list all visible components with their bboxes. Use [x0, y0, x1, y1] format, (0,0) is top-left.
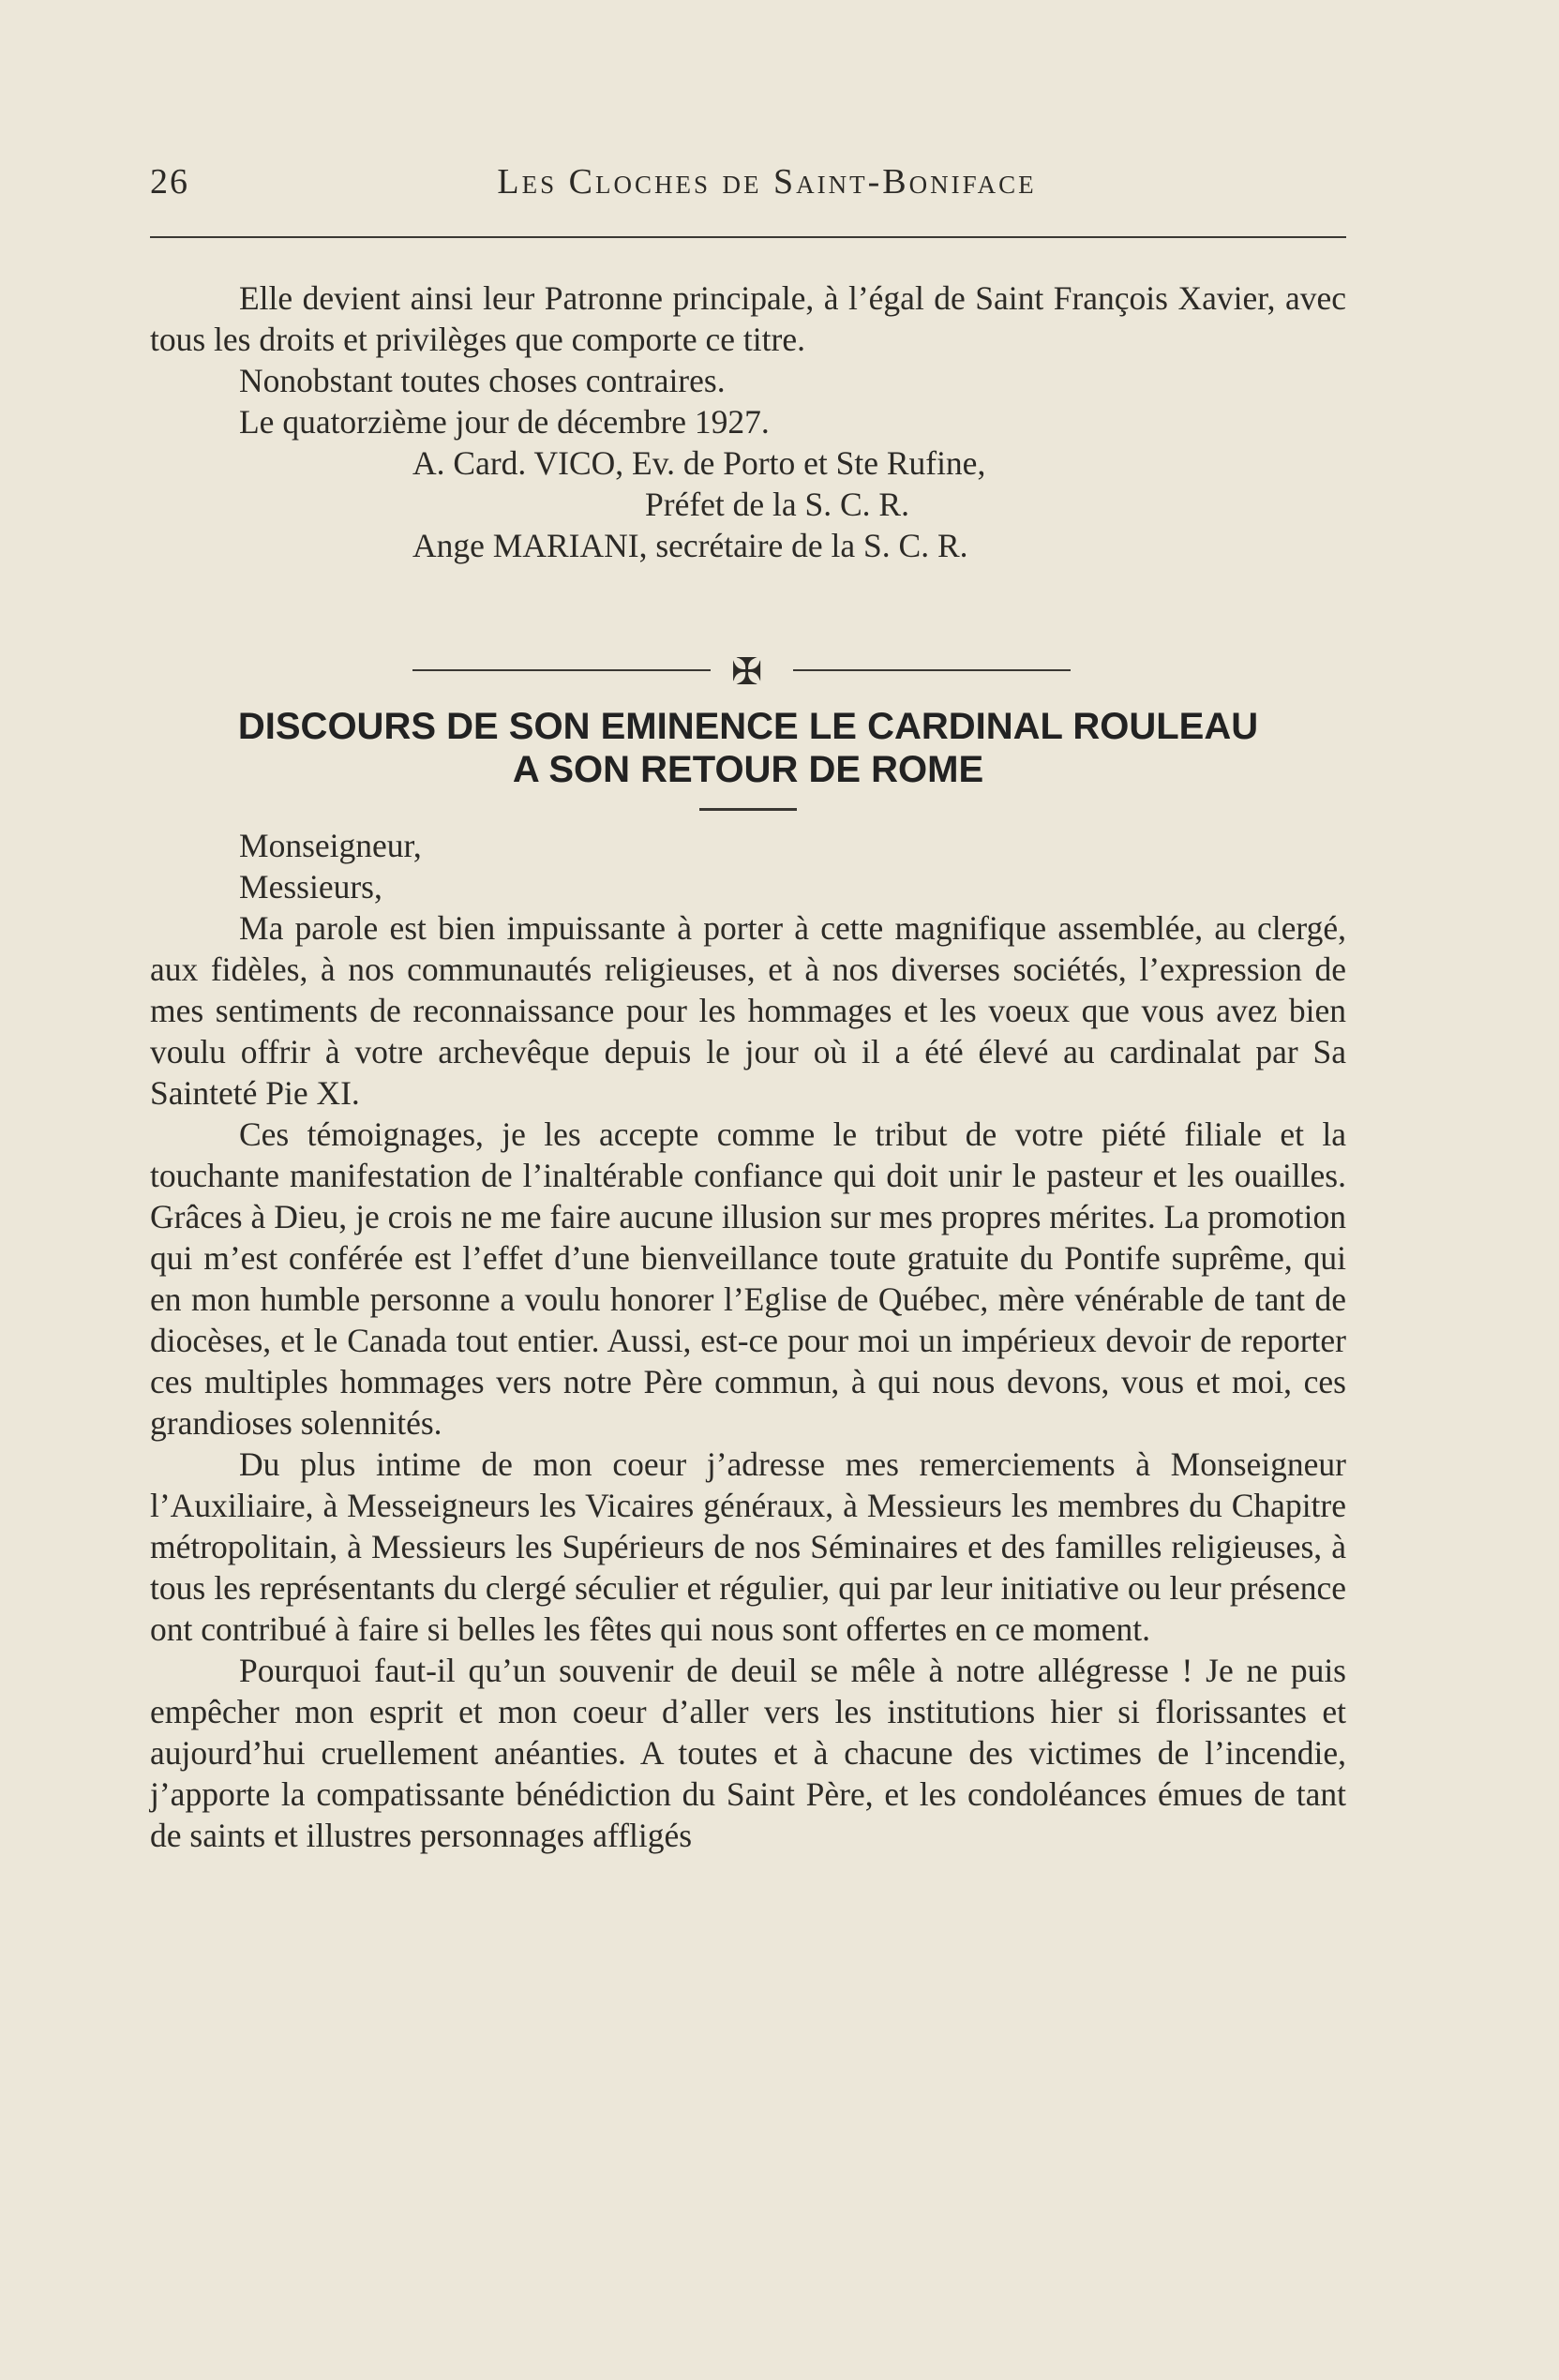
- signature-vico: A. Card. VICO, Ev. de Porto et Ste Rufine,: [412, 444, 986, 482]
- article-headline: [141, 705, 1356, 791]
- decree-paragraph: Elle devient ainsi leur Patronne principale, à l’égal de Saint François Xavier, avec tous les droits et privilèges que comporte ce titre.: [150, 279, 1346, 358]
- speech-body: [150, 825, 1346, 1856]
- salutation-monseigneur: Monseigneur,: [239, 827, 422, 864]
- headline-line-1: DISCOURS DE SON EMINENCE LE CARDINAL ROULEAU: [237, 706, 1259, 747]
- page-number: 26: [150, 162, 189, 202]
- header-rule: [150, 236, 1346, 238]
- speech-paragraph: Ces témoignages, je les accepte comme le tribut de votre piété filiale et la touchante manifestation de l’inaltérable confiance qui doit unir le pasteur et les ouailles. Grâces à Dieu, je crois ne me faire aucune illusion sur mes propres mérites. La promotion qui m’est conférée est l’effet d’une bienveillance toute gratuite du Pontife suprême, qui en mon humble personne a voulu honorer l’Eglise de Québec, mère vénérable de tant de diocèses, et le Canada tout entier. Aussi, est-ce pour moi un impérieux devoir de reporter ces multiples hommages vers notre Père commun, à qui nous devons, vous et moi, ces grandioses solennités.: [150, 1115, 1346, 1442]
- speech-paragraph: Ma parole est bien impuissante à porter à cette magnifique assemblée, au clergé, aux fidèles, à nos communautés religieuses, et à nos diverses sociétés, l’expression de mes sentiments de reconnaissance pour les hommages et les voeux que vous avez bien voulu offrir à votre archevêque depuis le jour où il a été élevé au cardinalat par Sa Sainteté Pie XI.: [150, 909, 1346, 1112]
- speech-paragraph: Pourquoi faut-il qu’un souvenir de deuil se mêle à notre allégresse ! Je ne puis empêcher mon esprit et mon coeur d’aller vers les institutions hier si florissantes et aujourd’hui cruellement anéanties. A toutes et à chacune des victimes de l’incendie, j’apporte la compatissante bénédiction du Saint Père, et les condoléances émues de tant de saints et illustres personnages affligés: [150, 1652, 1346, 1854]
- cross-icon: ✠: [731, 651, 763, 694]
- speech-paragraph: Du plus intime de mon coeur j’adresse mes remerciements à Monseigneur l’Auxiliaire, à Messeigneurs les Vicaires généraux, à Messieurs les membres du Chapitre métropolitain, à Messieurs les Supérieurs de nos Séminaires et des familles religieuses, à tous les représentants du clergé séculier et régulier, qui par leur initiative ou leur présence ont contribué à faire si belles les fêtes qui nous sont offertes en ce moment.: [150, 1445, 1346, 1648]
- signature-vico-title: Préfet de la S. C. R.: [645, 486, 909, 523]
- section-divider: [0, 651, 1559, 694]
- page-header: [150, 161, 1346, 217]
- salutation-messieurs: Messieurs,: [239, 868, 382, 906]
- headline-rule: [699, 808, 797, 811]
- decree-date: Le quatorzième jour de décembre 1927.: [239, 403, 770, 441]
- running-title: Les Cloches de Saint-Boniface: [497, 162, 1037, 202]
- decree-clause: Nonobstant toutes choses contraires.: [239, 362, 726, 399]
- divider-rule-right: [793, 669, 1071, 671]
- decree-ending: [150, 277, 1346, 566]
- divider-rule-left: [412, 669, 711, 671]
- headline-line-2: A SON RETOUR DE ROME: [512, 749, 984, 790]
- signature-mariani: Ange MARIANI, secrétaire de la S. C. R.: [412, 527, 968, 564]
